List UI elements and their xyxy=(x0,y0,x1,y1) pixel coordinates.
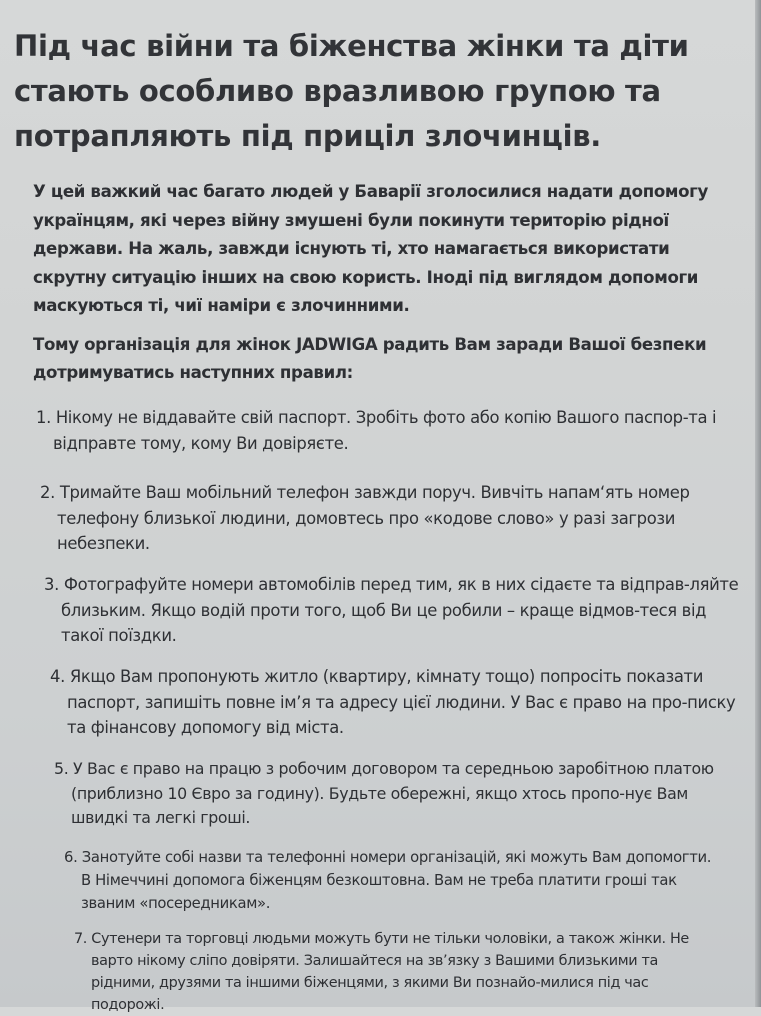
rule-item xyxy=(36,405,743,456)
lead-paragraph: Тому організація для жінок JADWIGA радить Вам заради Вашої безпеки дотримуватись наступних правил: xyxy=(33,335,707,382)
rule-text: Фотографуйте номери автомобілів перед тим, як в них сідаєте та відправ-ляйте близьким. Якщо водій проти того, щоб Ви це робили – краще відмов-теся від такої поїздки. xyxy=(61,575,739,645)
rule-text: Сутенери та торговці людьми можуть бути не тільки чоловіки, а також жінки. Не варто нікому сліпо довіряти. Залишайтеся на зв’язку з Вашими близькими та рідними, друзями та іншими біженцями, з якими Ви познайо-милися під час подорожі. xyxy=(91,931,689,1013)
rule-number: 7. xyxy=(74,931,88,947)
rule-item xyxy=(54,757,731,831)
rule-number: 5. xyxy=(54,759,69,778)
flyer-title: Під час війни та біженства жінки та діти стають особливо вразливою групою та потрапляють під приціл злочинців. xyxy=(14,29,689,153)
intro-paragraph: У цей важкий час багато людей у Баварії зголосилися надати допомогу українцям, які через війну змушені були покинути територію рідної держави. На жаль, завжди існують ті, хто намагається використати скрутну ситуацію інших на свою користь. Іноді під виглядом допомоги маскуються ті, чиї наміри є злочинними. xyxy=(33,182,708,315)
rule-number: 1. xyxy=(36,408,51,427)
rule-number: 6. xyxy=(64,849,78,866)
rule-text: Занотуйте собі назви та телефонні номери організацій, які можуть Вам допомогти. В Німеччині допомога біженцям безкоштовна. Вам не треба платити гроші так званим «посередникам». xyxy=(81,849,712,912)
rule-text: Тримайте Ваш мобільний телефон завжди поруч. Вивчіть напам‘ять номер телефону близької людини, домовтесь про «кодове слово» у разі загрози небезпеки. xyxy=(57,483,690,553)
rule-item xyxy=(50,664,742,741)
rule-text: У Вас є право на працю з робочим договором та середньою заробітною платою (приблизно 10 Євро за годину). Будьте обережні, якщо хтось пропо-нує Вам швидкі та легкі гроші. xyxy=(71,759,714,827)
rule-item xyxy=(74,928,721,1016)
rule-text: Нікому не віддавайте свій паспорт. Зробіть фото або копію Вашого паспор-та і відправте тому, кому Ви довіряєте. xyxy=(53,408,717,453)
rule-number: 4. xyxy=(50,667,65,686)
frame-edge xyxy=(755,0,761,1007)
rule-item xyxy=(44,572,741,649)
rule-item xyxy=(40,480,742,557)
rule-number: 3. xyxy=(44,575,59,594)
rule-text: Якщо Вам пропонують житло (квартиру, кімнату тощо) попросіть показати паспорт, запишіть повне ім’я та адресу цієї людини. У Вас є право на про-писку та фінансову допомогу від міста. xyxy=(67,667,736,737)
rule-number: 2. xyxy=(40,483,55,502)
rule-item xyxy=(64,846,721,915)
